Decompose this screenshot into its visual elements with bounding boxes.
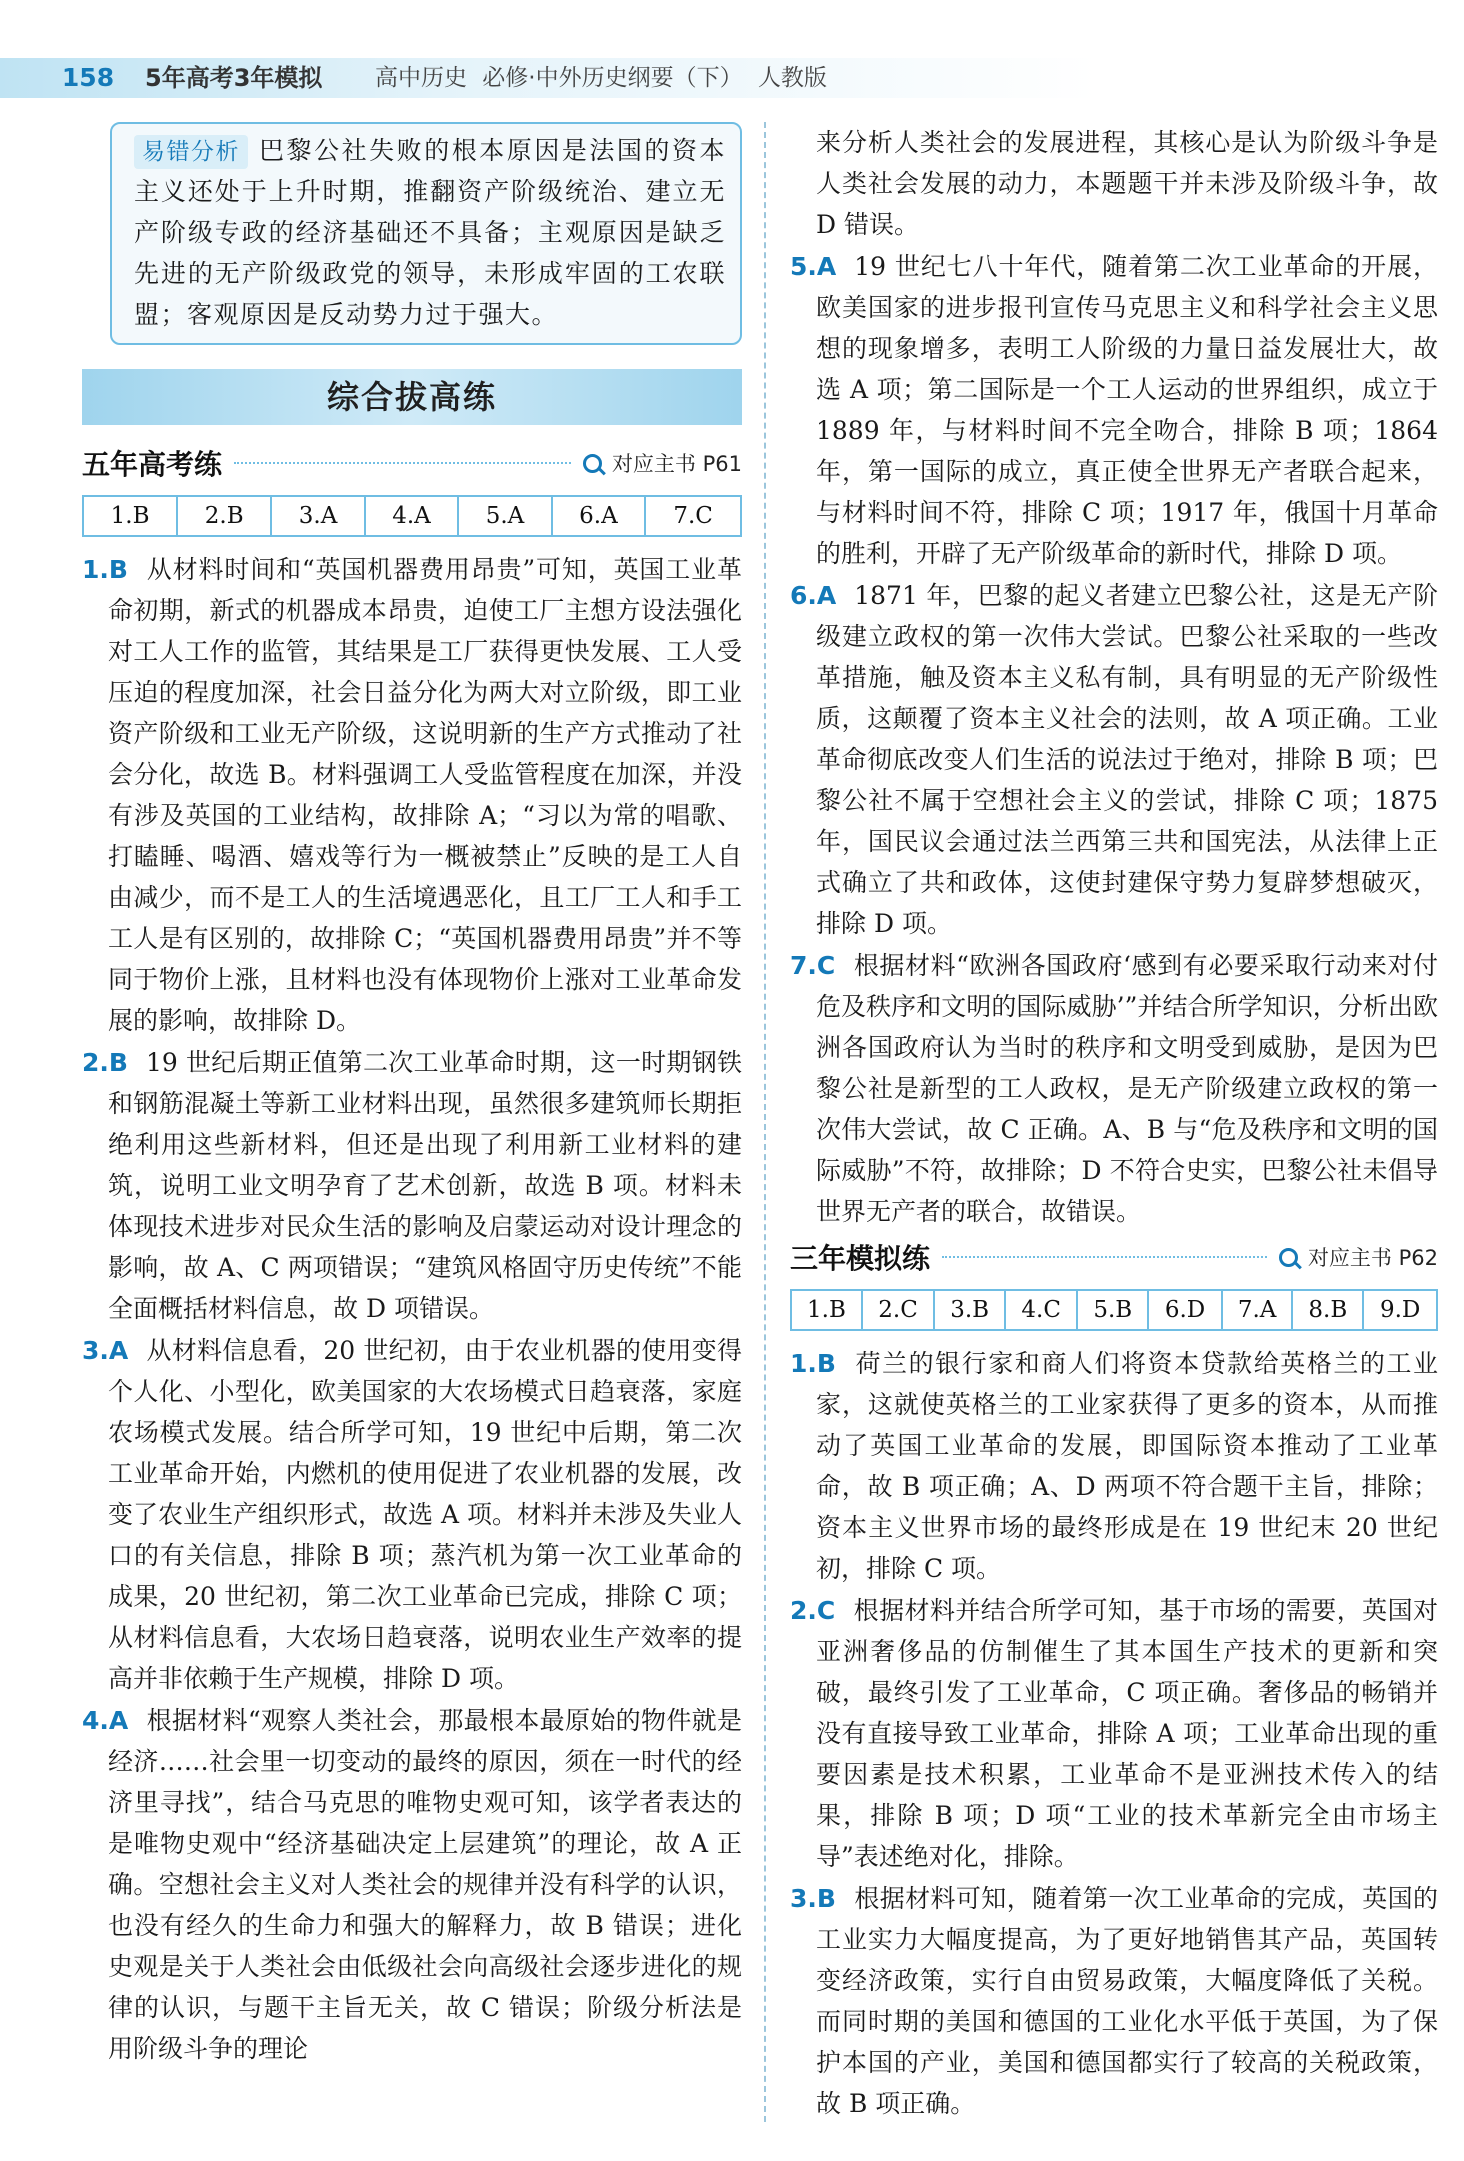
- explanation-item: [790, 1878, 1438, 2124]
- explanation-text: 19 世纪七八十年代，随着第二次工业革命的开展，欧美国家的进步报刊宣传马克思主义和科学社会主义思想的现象增多，表明工人阶级的力量日益发展壮大，故选 A 项；第二国际是一个工人运动的世界组织，成立于 1889 年，与材料时间不完全吻合，排除 B 项；1864 年，第一国际的成立，真正使全世界无产者联合起来，与材料时间不符，排除 C 项；1917 年，俄国十月革命的胜利，开辟了无产阶级革命的新时代，排除 D 项。: [816, 252, 1438, 568]
- left-column: [82, 122, 742, 2070]
- explanation-item: [82, 1330, 742, 1699]
- answer-cell: 9.D: [1363, 1290, 1437, 1330]
- explanation-text: 根据材料“观察人类社会，那最根本最原始的物件就是经济……社会里一切变动的最终的原因，须在一时代的经济里寻找”，结合马克思的唯物史观可知，该学者表达的是唯物史观中“经济基础决定上层建筑”的理论，故 A 正确。空想社会主义对人类社会的规律并没有科学的认识，也没有经久的生命力和强大的解释力，故 B 错误；进化史观是关于人类社会由低级社会向高级社会逐步进化的规律的认识，与题干主旨无关，故 C 错误；阶级分析法是用阶级斗争的理论: [108, 1706, 742, 2063]
- answer-cell: 6.A: [552, 496, 645, 536]
- explanation-item: [790, 945, 1438, 1232]
- explanation-continuation: 来分析人类社会的发展进程，其核心是认为阶级斗争是人类社会发展的动力，本题题干并未涉及阶级斗争，故 D 错误。: [816, 128, 1438, 239]
- answer-cell: 2.B: [177, 496, 271, 536]
- section-reference-text: 对应主书 P61: [611, 452, 742, 476]
- answer-cell: 7.C: [645, 496, 741, 536]
- question-tag: 4.A: [82, 1706, 129, 1735]
- answer-table-five-year: [82, 495, 742, 537]
- section-dotted-line: [234, 462, 571, 464]
- explanation-text: 19 世纪后期正值第二次工业革命时期，这一时期钢铁和钢筋混凝土等新工业材料出现，虽然很多建筑师长期拒绝利用这些新材料，但还是出现了利用新工业材料的建筑，说明工业文明孕育了艺术创新，故选 B 项。材料未体现技术进步对民众生活的影响及启蒙运动对设计理念的影响，故 A、C 两项错误；“建筑风格固守历史传统”不能全面概括材料信息，故 D 项错误。: [108, 1048, 742, 1323]
- column-divider: [764, 122, 766, 2122]
- answer-row: [791, 1290, 1437, 1330]
- question-tag: 3.B: [790, 1884, 836, 1913]
- section-header-five-year: [82, 439, 742, 487]
- page-number: 158: [61, 63, 115, 92]
- error-analysis-paragraph: [134, 130, 726, 335]
- section-title: 三年模拟练: [790, 1242, 931, 1275]
- explanation-text: 从材料时间和“英国机器费用昂贵”可知，英国工业革命初期，新式的机器成本昂贵，迫使工厂主想方设法强化对工人工作的监管，其结果是工厂获得更快发展、工人受压迫的程度加深，社会日益分化为两大对立阶级，即工业资产阶级和工业无产阶级，这说明新的生产方式推动了社会分化，故选 B。材料强调工人受监管程度在加深，并没有涉及英国的工业结构，故排除 A；“习以为常的唱歌、打瞌睡、喝酒、嬉戏等行为一概被禁止”反映的是工人自由减少，而不是工人的生活境遇恶化，且工厂工人和手工工人是有区别的，故排除 C；“英国机器费用昂贵”并不等同于物价上涨，且材料也没有体现物价上涨对工业革命发展的影响，故排除 D。: [108, 555, 742, 1035]
- section-reference: [583, 448, 742, 478]
- answer-cell: 1.B: [791, 1290, 862, 1330]
- question-tag: 1.B: [82, 555, 128, 584]
- error-analysis-tag: 易错分析: [134, 135, 248, 169]
- section-dotted-line: [942, 1256, 1267, 1258]
- explanation-item: [82, 1042, 742, 1329]
- answer-cell: 5.A: [458, 496, 551, 536]
- question-tag: 2.B: [82, 1048, 128, 1077]
- explanation-text: 1871 年，巴黎的起义者建立巴黎公社，这是无产阶级建立政权的第一次伟大尝试。巴黎公社采取的一些改革措施，触及资本主义私有制，具有明显的无产阶级性质，这颠覆了资本主义社会的法则，故 A 项正确。工业革命彻底改变人们生活的说法过于绝对，排除 B 项；巴黎公社不属于空想社会主义的尝试，排除 C 项；1875 年，国民议会通过法兰西第三共和国宪法，从法律上正式确立了共和政体，这使封建保守势力复辟梦想破灭，排除 D 项。: [816, 581, 1438, 938]
- answer-cell: 5.B: [1077, 1290, 1148, 1330]
- explanation-item: [82, 549, 742, 1041]
- answer-cell: 3.A: [271, 496, 364, 536]
- section-banner: 综合拔高练: [82, 369, 742, 425]
- question-tag: 7.C: [790, 951, 836, 980]
- question-tag: 2.C: [790, 1596, 836, 1625]
- section-title: 五年高考练: [82, 448, 223, 481]
- explanation-text: 根据材料可知，随着第一次工业革命的完成，英国的工业实力大幅度提高，为了更好地销售其产品，英国转变经济政策，实行自由贸易政策，大幅度降低了关税。而同时期的美国和德国的工业化水平低于英国，为了保护本国的产业，美国和德国都实行了较高的关税政策，故 B 项正确。: [816, 1884, 1438, 2118]
- explanation-text: 荷兰的银行家和商人们将资本贷款给英格兰的工业家，这就使英格兰的工业家获得了更多的资本，从而推动了英国工业革命的发展，即国际资本推动了工业革命，故 B 项正确；A、D 两项不符合题干主旨，排除；资本主义世界市场的最终形成是在 19 世纪末 20 世纪初，排除 C 项。: [816, 1349, 1438, 1583]
- answer-cell: 8.B: [1292, 1290, 1363, 1330]
- question-tag: 1.B: [790, 1349, 836, 1378]
- explanation-item: [82, 1700, 742, 2069]
- section-header-three-year: [790, 1233, 1438, 1281]
- answer-cell: 4.C: [1005, 1290, 1077, 1330]
- answer-cell: 1.B: [83, 496, 177, 536]
- answer-cell: 6.D: [1148, 1290, 1222, 1330]
- page-header: [0, 52, 1464, 106]
- explanation-text: 根据材料“欧洲各国政府‘感到有必要采取行动来对付危及秩序和文明的国际威胁’”并结合所学知识，分析出欧洲各国政府认为当时的秩序和文明受到威胁，是因为巴黎公社是新型的工人政权，是无产阶级建立政权的第一次伟大尝试，故 C 正确。A、B 与“危及秩序和文明的国际威胁”不符，故排除；D 不符合史实，巴黎公社未倡导世界无产者的联合，故错误。: [816, 951, 1438, 1226]
- explanation-text: 从材料信息看，20 世纪初，由于农业机器的使用变得个人化、小型化，欧美国家的大农场模式日趋衰落，家庭农场模式发展。结合所学可知，19 世纪中后期，第二次工业革命开始，内燃机的使用促进了农业机器的发展，改变了农业生产组织形式，故选 A 项。材料并未涉及失业人口的有关信息，排除 B 项；蒸汽机为第一次工业革命的成果，20 世纪初，第二次工业革命已完成，排除 C 项；从材料信息看，大农场日趋衰落，说明农业生产效率的提高并非依赖于生产规模，排除 D 项。: [108, 1336, 742, 1693]
- answer-table-three-year: [790, 1289, 1438, 1331]
- answer-cell: 2.C: [862, 1290, 934, 1330]
- section-reference-text: 对应主书 P62: [1307, 1246, 1438, 1270]
- explanation-item: [790, 1343, 1438, 1589]
- search-icon: [1279, 1248, 1298, 1267]
- section-reference: [1279, 1242, 1438, 1272]
- error-analysis-box: [110, 122, 742, 345]
- question-tag: 5.A: [790, 252, 837, 281]
- question-tag: 6.A: [790, 581, 837, 610]
- answer-row: [83, 496, 741, 536]
- explanation-item: [790, 1590, 1438, 1877]
- book-subtitle: 高中历史 必修·中外历史纲要（下） 人教版: [375, 65, 827, 91]
- search-icon: [583, 454, 602, 473]
- explanation-item: [790, 246, 1438, 574]
- book-title: 5年高考3年模拟: [145, 64, 323, 92]
- answer-cell: 3.B: [934, 1290, 1005, 1330]
- right-column: [790, 122, 1438, 2125]
- question-tag: 3.A: [82, 1336, 129, 1365]
- answer-cell: 4.A: [365, 496, 458, 536]
- error-analysis-text: 巴黎公社失败的根本原因是法国的资本主义还处于上升时期，推翻资产阶级统治、建立无产阶级专政的经济基础还不具备；主观原因是缺乏先进的无产阶级政党的领导，未形成牢固的工农联盟；客观原因是反动势力过于强大。: [134, 136, 726, 329]
- explanation-item: [790, 575, 1438, 944]
- answer-cell: 7.A: [1222, 1290, 1292, 1330]
- explanation-text: 根据材料并结合所学可知，基于市场的需要，英国对亚洲奢侈品的仿制催生了其本国生产技术的更新和突破，最终引发了工业革命，C 项正确。奢侈品的畅销并没有直接导致工业革命，排除 A 项；工业革命出现的重要因素是技术积累，工业革命不是亚洲技术传入的结果，排除 B 项；D 项“工业的技术革新完全由市场主导”表述绝对化，排除。: [816, 1596, 1438, 1871]
